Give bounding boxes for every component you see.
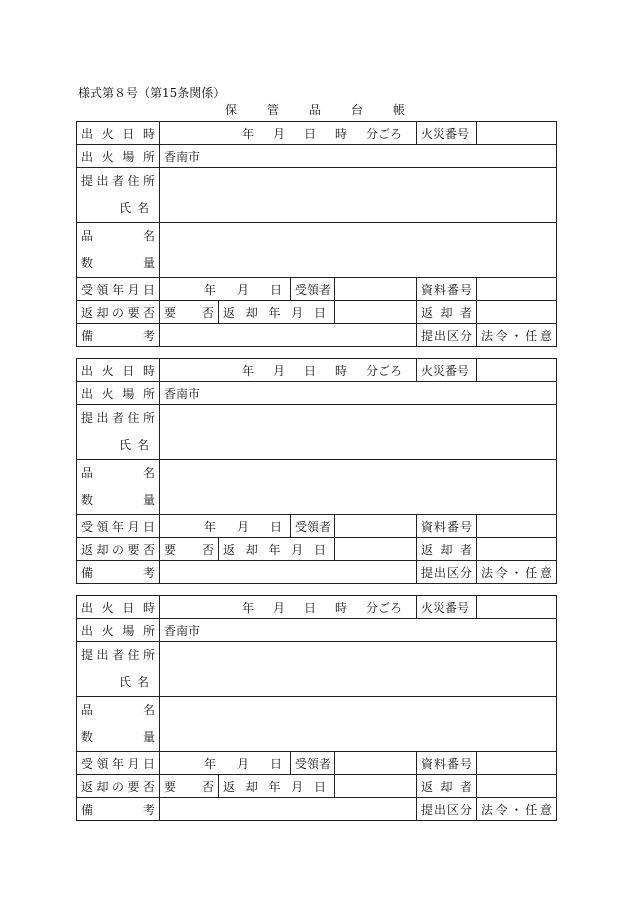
label-submission-type: 提出区分 (417, 798, 477, 821)
remarks-field[interactable] (160, 561, 417, 584)
ledger-table (76, 121, 557, 347)
return-date-value[interactable] (335, 775, 417, 798)
return-date-value[interactable] (335, 301, 417, 324)
row-return (77, 538, 557, 561)
label-item-name: 品名 (81, 703, 155, 717)
fire-no-field[interactable] (477, 596, 557, 619)
ledger-block-1 (76, 121, 556, 347)
label-submitter-address: 提出者住所 (81, 648, 155, 662)
label-return-required: 返却の要否 (77, 775, 160, 798)
label-item-name: 品名 (81, 229, 155, 243)
remarks-field[interactable] (160, 324, 417, 347)
title-char: 帳 (392, 103, 405, 117)
label-received-date: 受領年月日 (77, 278, 160, 301)
row-fire-place (77, 619, 557, 642)
fire-no-field[interactable] (477, 122, 557, 145)
row-fire-datetime (77, 122, 557, 145)
label-submitter-address: 提出者住所 (81, 411, 155, 425)
return-date-field[interactable]: 返 却 年 月 日 (219, 538, 335, 561)
fire-place-field[interactable]: 香南市 (160, 145, 557, 168)
form-number: 様式第８号（第15条関係） (78, 86, 226, 100)
received-date-field[interactable]: 年 月 日 (160, 278, 291, 301)
return-required-field[interactable]: 要 否 (160, 301, 219, 324)
item-field[interactable] (160, 223, 557, 278)
label-submission-type: 提出区分 (417, 561, 477, 584)
ledger-table (76, 595, 557, 821)
label-document-no: 資料番号 (417, 278, 477, 301)
label-submitter-name: 氏名 (118, 438, 155, 452)
label-fire-place: 出 火 場 所 (77, 145, 160, 168)
label-item (77, 223, 160, 278)
label-fire-no: 火災番号 (417, 596, 477, 619)
label-fire-no: 火災番号 (417, 359, 477, 382)
ledger-table (76, 358, 557, 584)
label-receiver: 受領者 (291, 515, 335, 538)
submitter-field[interactable] (160, 405, 557, 460)
label-submitter-name: 氏名 (118, 675, 155, 689)
label-fire-place: 出 火 場 所 (77, 619, 160, 642)
label-item-name: 品名 (81, 466, 155, 480)
received-date-field[interactable]: 年 月 日 (160, 752, 291, 775)
fire-place-field[interactable]: 香南市 (160, 382, 557, 405)
label-remarks: 備考 (77, 561, 160, 584)
title-char: 保 (225, 103, 238, 117)
label-returner: 返 却 者 (417, 775, 477, 798)
row-received (77, 515, 557, 538)
title-char: 管 (266, 103, 279, 117)
label-submitter-name: 氏名 (118, 201, 155, 215)
return-date-field[interactable]: 返 却 年 月 日 (219, 301, 335, 324)
return-date-field[interactable]: 返 却 年 月 日 (219, 775, 335, 798)
row-received (77, 752, 557, 775)
document-no-field[interactable] (477, 278, 557, 301)
row-submitter (77, 405, 557, 460)
returner-field[interactable] (477, 775, 557, 798)
label-document-no: 資料番号 (417, 752, 477, 775)
row-submitter (77, 168, 557, 223)
label-item (77, 697, 160, 752)
submission-type-field[interactable]: 法令・任意 (477, 561, 557, 584)
label-receiver: 受領者 (291, 752, 335, 775)
row-fire-datetime (77, 596, 557, 619)
label-submitter (77, 168, 160, 223)
fire-datetime-field[interactable]: 年 月 日 時 分ごろ (160, 359, 417, 382)
fire-datetime-field[interactable]: 年 月 日 時 分ごろ (160, 122, 417, 145)
row-item (77, 223, 557, 278)
row-fire-place (77, 145, 557, 168)
document-no-field[interactable] (477, 752, 557, 775)
title-char: 台 (350, 103, 363, 117)
row-remarks (77, 324, 557, 347)
label-quantity: 数量 (81, 493, 155, 507)
label-receiver: 受領者 (291, 278, 335, 301)
receiver-field[interactable] (335, 278, 417, 301)
ledger-block-3 (76, 595, 556, 821)
receiver-field[interactable] (335, 515, 417, 538)
received-date-field[interactable]: 年 月 日 (160, 515, 291, 538)
return-date-value[interactable] (335, 538, 417, 561)
submitter-field[interactable] (160, 168, 557, 223)
row-received (77, 278, 557, 301)
label-remarks: 備考 (77, 798, 160, 821)
document-no-field[interactable] (477, 515, 557, 538)
submission-type-field[interactable]: 法令・任意 (477, 324, 557, 347)
remarks-field[interactable] (160, 798, 417, 821)
label-submitter (77, 642, 160, 697)
label-submitter-address: 提出者住所 (81, 174, 155, 188)
label-return-required: 返却の要否 (77, 301, 160, 324)
label-quantity: 数量 (81, 730, 155, 744)
submitter-field[interactable] (160, 642, 557, 697)
submission-type-field[interactable]: 法令・任意 (477, 798, 557, 821)
label-document-no: 資料番号 (417, 515, 477, 538)
ledger-block-2 (76, 358, 556, 584)
row-item (77, 460, 557, 515)
row-submitter (77, 642, 557, 697)
label-fire-no: 火災番号 (417, 122, 477, 145)
label-fire-datetime: 出 火 日 時 (77, 359, 160, 382)
returner-field[interactable] (477, 301, 557, 324)
row-remarks (77, 561, 557, 584)
row-return (77, 301, 557, 324)
row-remarks (77, 798, 557, 821)
fire-place-field[interactable]: 香南市 (160, 619, 557, 642)
return-required-field[interactable]: 要 否 (160, 775, 219, 798)
label-submitter (77, 405, 160, 460)
label-returner: 返 却 者 (417, 301, 477, 324)
label-submission-type: 提出区分 (417, 324, 477, 347)
row-fire-place (77, 382, 557, 405)
item-field[interactable] (160, 697, 557, 752)
return-required-field[interactable]: 要 否 (160, 538, 219, 561)
returner-field[interactable] (477, 538, 557, 561)
label-fire-datetime: 出 火 日 時 (77, 596, 160, 619)
label-received-date: 受領年月日 (77, 752, 160, 775)
row-item (77, 697, 557, 752)
label-quantity: 数量 (81, 256, 155, 270)
label-remarks: 備考 (77, 324, 160, 347)
label-return-required: 返却の要否 (77, 538, 160, 561)
label-item (77, 460, 160, 515)
label-received-date: 受領年月日 (77, 515, 160, 538)
receiver-field[interactable] (335, 752, 417, 775)
label-returner: 返 却 者 (417, 538, 477, 561)
page-title (225, 101, 405, 118)
label-fire-datetime: 出 火 日 時 (77, 122, 160, 145)
fire-datetime-field[interactable]: 年 月 日 時 分ごろ (160, 596, 417, 619)
label-fire-place: 出 火 場 所 (77, 382, 160, 405)
title-char: 品 (308, 103, 321, 117)
item-field[interactable] (160, 460, 557, 515)
row-fire-datetime (77, 359, 557, 382)
row-return (77, 775, 557, 798)
fire-no-field[interactable] (477, 359, 557, 382)
